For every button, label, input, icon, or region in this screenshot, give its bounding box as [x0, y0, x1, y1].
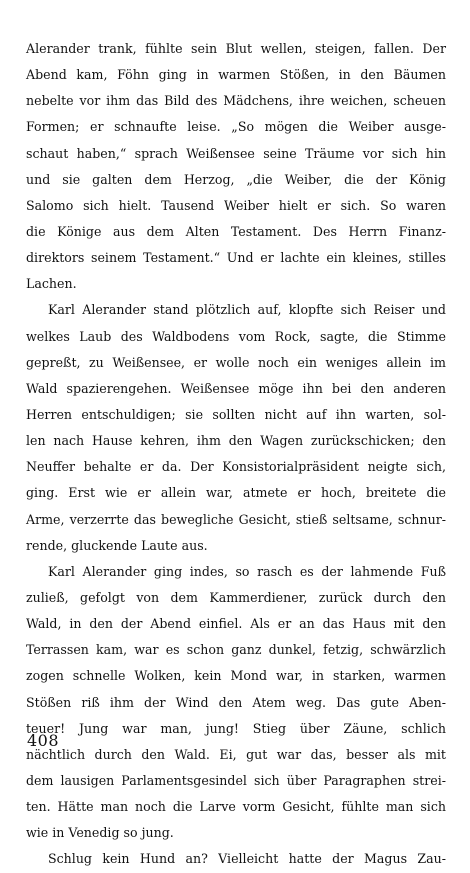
- text-line: Terrassen kam, war es schon ganz dunkel, fetzig, schwärzlich: [26, 642, 446, 658]
- text-line: Alerander trank, fühlte sein Blut wellen, steigen, fallen. Der: [26, 41, 446, 56]
- text-line: Arme, verzerrte das bewegliche Gesicht, stieß seltsame, schnur-: [26, 511, 446, 527]
- text-line: und sie galten dem Herzog, „die Weiber, die der König: [26, 171, 446, 187]
- text-line: Karl Alerander ging indes, so rasch es der lahmende Fuß: [48, 563, 446, 579]
- paragraph: [26, 846, 446, 872]
- text-line: Lachen.: [26, 276, 77, 292]
- paragraph: [26, 36, 446, 297]
- text-line: nächtlich durch den Wald. Ei, gut war das, besser als mit: [26, 746, 446, 762]
- text-line: die Könige aus dem Alten Testament. Des Herrn Finanz-: [26, 223, 446, 239]
- text-line: Herren entschuldigen; sie sollten nicht auf ihn warten, sol-: [26, 406, 446, 422]
- text-line: dem lausigen Parlamentsgesindel sich über Paragraphen strei-: [26, 772, 446, 788]
- text-line: wie in Venedig so jung.: [26, 825, 174, 841]
- paragraph: [26, 297, 446, 558]
- text-line: Wald spazierengehen. Weißensee möge ihn bei den anderen: [26, 380, 446, 396]
- text-line: Abend kam, Föhn ging in warmen Stößen, in den Bäumen: [26, 67, 446, 83]
- text-line: Neuffer behalte er da. Der Konsistorialpräsident neigte sich,: [26, 459, 446, 475]
- text-line: schaut haben,“ sprach Weißensee seine Träume vor sich hin: [26, 145, 446, 161]
- text-line: Karl Alerander stand plötzlich auf, klopfte sich Reiser und: [48, 302, 446, 318]
- text-line: Schlug kein Hund an? Vielleicht hatte der Magus Zau-: [48, 851, 446, 867]
- text-line: zuließ, gefolgt von dem Kammerdiener, zurück durch den: [26, 589, 446, 605]
- text-line: gepreßt, zu Weißensee, er wolle noch ein weniges allein im: [26, 354, 446, 370]
- text-line: zogen schnelle Wolken, kein Mond war, in starken, warmen: [26, 668, 446, 684]
- text-line: Salomo sich hielt. Tausend Weiber hielt er sich. So waren: [26, 197, 446, 213]
- text-line: Formen; er schnaufte leise. „So mögen die Weiber ausge-: [26, 119, 446, 135]
- page-number: 408: [27, 731, 60, 750]
- paragraph: [26, 559, 446, 847]
- text-line: Stößen riß ihm der Wind den Atem weg. Das gute Aben-: [26, 694, 446, 710]
- text-line: direktors seinem Testament.“ Und er lachte ein kleines, stilles: [26, 250, 446, 266]
- text-line: nebelte vor ihm das Bild des Mädchens, ihre weichen, scheuen: [26, 93, 446, 109]
- text-line: len nach Hause kehren, ihm den Wagen zurückschicken; den: [26, 433, 446, 449]
- text-line: welkes Laub des Waldbodens vom Rock, sagte, die Stimme: [26, 328, 446, 344]
- text-line: rende, gluckende Laute aus.: [26, 537, 208, 553]
- text-line: ten. Hätte man noch die Larve vorm Gesicht, fühlte man sich: [26, 799, 446, 815]
- text-line: Wald, in den der Abend einfiel. Als er an das Haus mit den: [26, 616, 446, 632]
- text-line: ging. Erst wie er allein war, atmete er hoch, breitete die: [26, 485, 446, 501]
- text-line: teuer! Jung war man, jung! Stieg über Zäune, schlich: [26, 720, 446, 736]
- body-text: [26, 36, 446, 873]
